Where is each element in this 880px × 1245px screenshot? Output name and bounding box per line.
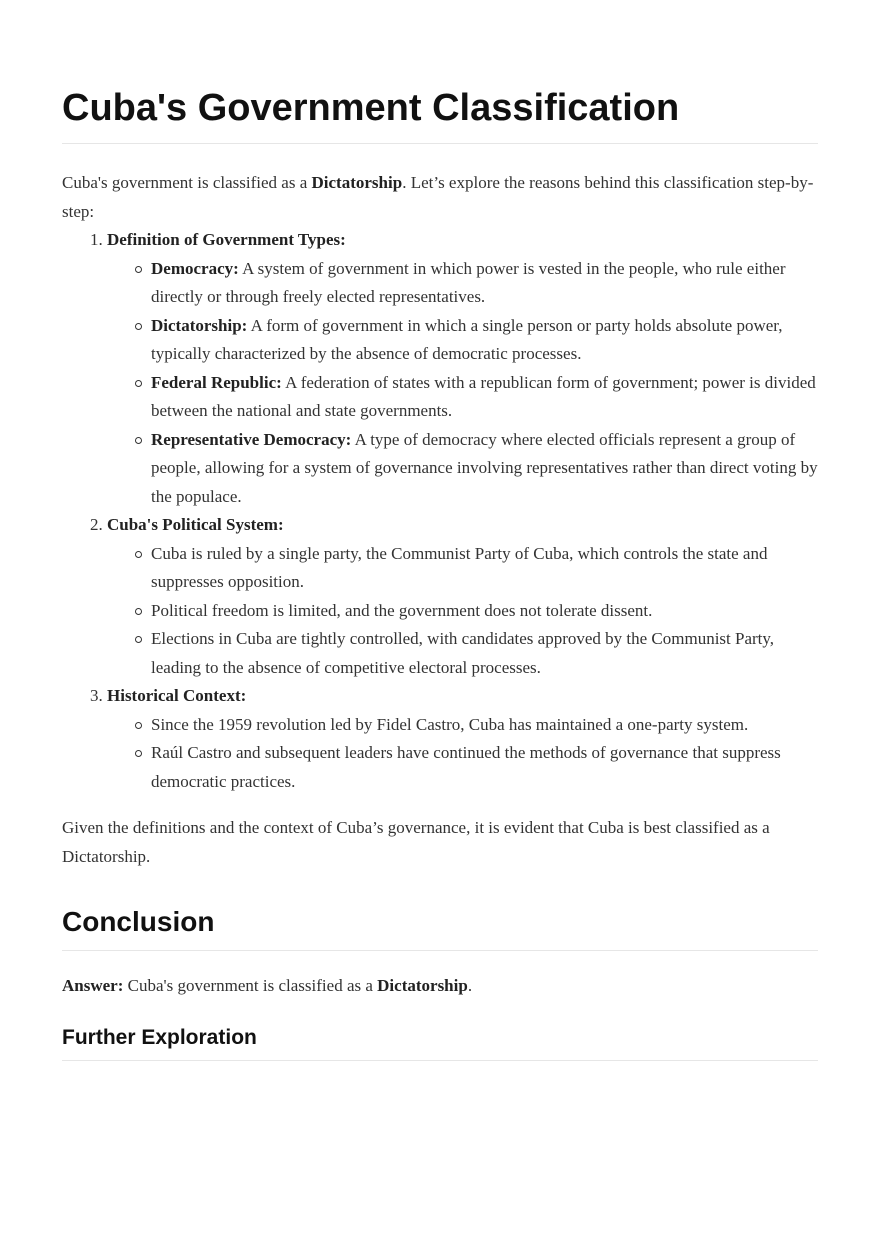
answer-label: Answer: — [62, 976, 124, 995]
section-political-system — [107, 511, 818, 682]
list-item: Political freedom is limited, and the government does not tolerate dissent. — [151, 597, 818, 626]
list-item: Cuba is ruled by a single party, the Communist Party of Cuba, which controls the state and suppresses opposition. — [151, 540, 818, 597]
section-title: 2. Cuba's Political System: — [107, 515, 284, 534]
term: Democracy: — [151, 258, 239, 278]
further-exploration-heading: Further Exploration — [62, 1024, 818, 1061]
section-historical-context — [107, 682, 818, 796]
definitions-list — [107, 255, 818, 512]
conclusion-heading: Conclusion — [62, 904, 818, 951]
list-item: Since the 1959 revolution led by Fidel Castro, Cuba has maintained a one-party system. — [151, 711, 818, 740]
section-list — [62, 226, 818, 511]
intro-text-after: . Let’s explore the reasons behind this classification step-by-step: — [62, 173, 814, 221]
intro-text-before: Cuba's government is classified as a — [62, 173, 312, 192]
list-item-democracy — [151, 255, 818, 312]
list-item-federal-republic — [151, 369, 818, 426]
list-item-dictatorship — [151, 312, 818, 369]
answer-paragraph — [62, 972, 818, 1001]
summary-paragraph: Given the definitions and the context of Cuba’s governance, it is evident that Cuba is best classified as a Dictatorship. — [62, 818, 770, 866]
term: Federal Republic: — [151, 372, 282, 392]
intro-paragraph — [62, 169, 818, 226]
section-list — [62, 511, 818, 682]
list-item-representative-democracy — [151, 426, 818, 512]
section-title: 3. Historical Context: — [107, 686, 247, 705]
term: Dictatorship: — [151, 315, 248, 335]
term-definition: A system of government in which power is vested in the people, who rule either directly or through freely elected representatives. — [151, 258, 786, 306]
term: Representative Democracy: — [151, 429, 352, 449]
section-title: 1. Definition of Government Types: — [107, 230, 346, 249]
term-definition: A federation of states with a republican form of government; power is divided between the national and state governments. — [151, 372, 816, 420]
answer-text-after: . — [467, 976, 473, 995]
answer-text-before: Cuba's government is classified as a — [123, 976, 378, 995]
document — [62, 0, 818, 1061]
term-definition: A form of government in which a single person or party holds absolute power, typically characterized by the absence of democratic processes. — [151, 315, 783, 363]
intro-bold-term: Dictatorship — [311, 173, 403, 192]
list-item: Elections in Cuba are tightly controlled, with candidates approved by the Communist Party, leading to the absence of competitive electoral processes. — [151, 625, 818, 682]
page-title: Cuba's Government Classification — [62, 85, 818, 144]
answer-bold-term: Dictatorship — [377, 976, 468, 995]
historical-context-list — [107, 711, 818, 797]
political-system-list — [107, 540, 818, 683]
section-list — [62, 682, 818, 796]
list-item: Raúl Castro and subsequent leaders have continued the methods of governance that suppress democratic practices. — [151, 739, 818, 796]
term-definition: A type of democracy where elected officials represent a group of people, allowing for a system of governance involving representatives rather than direct voting by the populace. — [151, 429, 818, 506]
section-definitions — [107, 226, 818, 511]
